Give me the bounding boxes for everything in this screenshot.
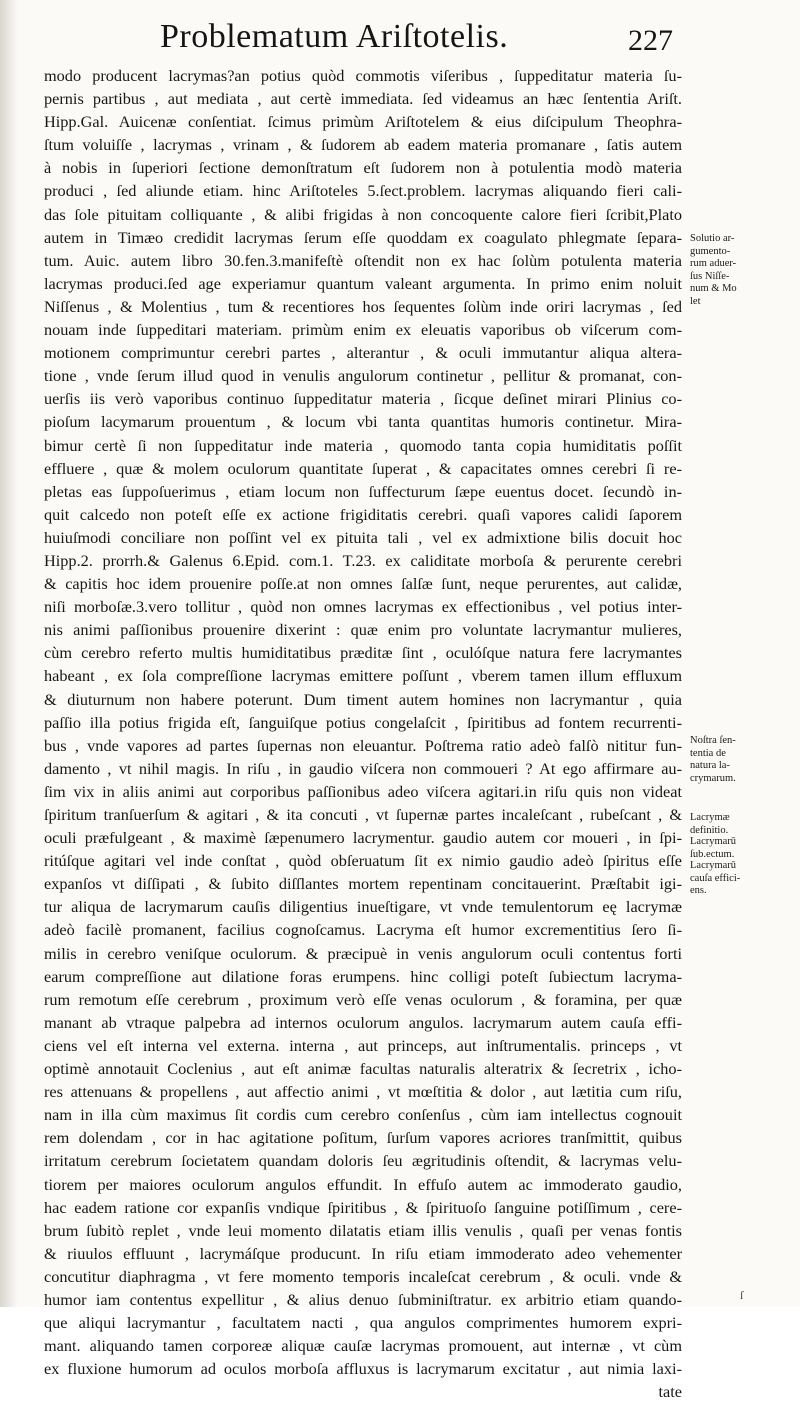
text-line: motionem comprimuntur cerebri partes , alterantur , & oculi immutantur aliqua altera- [44, 343, 682, 363]
text-line: das ſole pituitam colliquante , & alibi frigidas à non concoquente calore fieri ſcribit,Plato [44, 204, 682, 224]
marginal-line: Lacrymarū [690, 836, 737, 847]
marginal-line: natura la- [690, 760, 730, 772]
text-line: nis animi paſſionibus prouenire dixerint : quæ enim pro voluntate lacrymantur mulieres, [44, 620, 682, 640]
marginal-line: ſub.ectum. [690, 848, 735, 860]
text-line: rem dolendam , cor in hac agitatione poſitum, ſurſum vapores acriores tranſmittit, quibus [44, 1128, 682, 1148]
text-line: paſſio illa potius frigida eſt, ſanguiſque potius congelaſcit , ſpiritibus ad fontem recurrenti- [44, 712, 682, 732]
text-line: pletas eas ſuppoſuerimus , etiam locum non ſuffecturum ſæpe euentus docet. ſecundò in- [44, 481, 682, 501]
marginal-line: ſus Niſſe- [690, 270, 730, 282]
marginal-line: Solutio ar- [690, 233, 735, 244]
text-line: tur aliqua de lacrymarum cauſis diligentius inueſtigare, vt vnde temulentorum eę lacrymæ [44, 897, 682, 917]
text-line: brum ſubitò replet , vnde leui momento dilatatis etiam illis venulis , quaſi per venas fontis [44, 1220, 682, 1240]
text-line: concutitur diaphragma , vt fere momento temporis incaleſcat cerebrum , & oculi. vnde & [44, 1266, 682, 1286]
text-line: ſim vix in aliis animi aut corporibus paſſionibus adeo viſcera agitari.in riſu quis non videat [44, 781, 682, 801]
running-title: Problematum Ariſtotelis. [160, 18, 509, 55]
text-line: damento , vt nihil magis. In riſu , in gaudio viſcera non commoueri ? At ego affirmare au- [44, 758, 682, 778]
text-line: ritúſque agitari vel inde conſtat , quòd obſeruatum ſit ex nimio gaudio adeò ſpiritus eſſe [44, 851, 682, 871]
text-line: ciens vel eſt interna vel externa. interna , aut princeps, aut inſtrumentalis. princeps , vt [44, 1035, 682, 1055]
main-text-column [44, 64, 682, 1403]
marginal-note-lacrymarum-subiectum [690, 836, 798, 861]
marginal-line: Lacrymæ [690, 812, 730, 823]
text-line: nouam inde ſuppeditari materiam. primùm enim ex eleuatis vaporibus ob viſcerum com- [44, 320, 682, 340]
text-line: pernis partibus , aut mediata , aut certè immediata. ſed videamus an hæc ſententia Ariſt. [44, 89, 682, 109]
text-line: à nobis in ſuperiori ſectione demonſtratum eſt ſudorem non à potulentia modò materia [44, 158, 682, 178]
text-line: bus , vnde vapores ad partes ſupernas non eleuantur. Poſtrema ratio adeò falſò nititur fun- [44, 735, 682, 755]
marginal-line: tentia de [690, 747, 726, 759]
text-line: autem in Timæo credidit lacrymas ſerum eſſe quoddam ex coagulato phlegmate ſepara- [44, 227, 682, 247]
text-line: humor iam contentus expellitur , & alius denuo ſubminiſtratur. ex arbitrio etiam quando- [44, 1289, 682, 1309]
text-line: & capitis hoc idem prouenire poſſe.at non omnes ſalſæ ſunt, neque perurentes, aut calidæ, [44, 574, 682, 594]
gutter-shadow [0, 0, 18, 1307]
text-line: tione , vnde ſerum illud quod in venulis angulorum continetur , pellitur & promanat, con- [44, 366, 682, 386]
text-line: earum compreſſione aut dilatione foras erumpens. hinc colligi poteſt ſubiectum lacryma- [44, 966, 682, 986]
text-line: Niſſenus , & Molentius , tum & recentiores hos ſequentes ſolùm inde oriri lacrymas , ſed [44, 296, 682, 316]
text-line: que aliqui lacrymantur , facultatem nacti , qua angulos comprimentes humorem expri- [44, 1313, 682, 1333]
marginal-note-lacrymae-definitio [690, 812, 798, 837]
text-line: habeant , ex ſola compreſſione lacrymas emittere poſſunt , vberem tamen illum effluxum [44, 666, 682, 686]
marginal-note-lacrymarum-causa [690, 860, 798, 898]
marginal-line: let [690, 295, 701, 307]
text-line: oculi præfulgeant , & maximè ſæpenumero lacrymentur. gaudio autem cor moueri , in ſpi- [44, 828, 682, 848]
text-line: huiuſmodi conciliare non poſſint vel ex pituita tali , vel ex admixtione bilis docuit hoc [44, 527, 682, 547]
text-line: & riuulos effluunt , lacrymáſque producunt. In riſu etiam immoderato adeo vehementer [44, 1243, 682, 1263]
text-line: Hipp.2. prorrh.& Galenus 6.Epid. com.1. T.23. ex caliditate morboſa & perurente cerebri [44, 550, 682, 570]
text-line: effluere , quæ & molem oculorum quantitate ſuperat , & capacitates omnes cerebri ſi re- [44, 458, 682, 478]
marginal-line: crymarum. [690, 772, 736, 784]
text-line: tum. Auic. autem libro 30.fen.3.manifeſtè oſtendit non ex hac ſolùm potulenta materia [44, 250, 682, 270]
text-line: produci , ſed aliunde etiam. hinc Ariſtoteles 5.ſect.problem. lacrymas aliquando fieri cali- [44, 181, 682, 201]
page-header [0, 14, 800, 62]
text-line: Hipp.Gal. Auicenæ conſentiat. ſcimus primùm Ariſtotelem & eius diſcipulum Theophra- [44, 112, 682, 132]
signature-mark: ſ [740, 1288, 744, 1302]
text-line: irritatum cerebrum ſocietatem quandam doloris ſeu ægritudinis oſtendit, & lacrymas velu- [44, 1151, 682, 1171]
text-line: cùm cerebro referto multis humiditatibus præditæ ſint , oculóſque natura fere lacrymantes [44, 643, 682, 663]
marginal-line: ens. [690, 885, 707, 897]
marginal-note-solutio [690, 233, 798, 309]
marginal-line: Lacrymarū [690, 860, 737, 871]
page-number: 227 [628, 24, 673, 57]
text-line: modo producent lacrymas?an potius quòd commotis viſeribus , ſuppeditatur materia ſu- [44, 66, 682, 85]
text-line: pioſum lacymarum prouentum , & locum vbi tanta quantitas humoris continetur. Mira- [44, 412, 682, 432]
text-line: optimè annotauit Coclenius , aut eſt animæ facultas naturalis alteratrix & ſecretrix , icho- [44, 1059, 682, 1079]
marginal-line: num & Mo [690, 283, 737, 295]
text-line: adeò facilè promanent, facilius cognoſcamus. Lacryma eſt humor excrementitius ſero ſi- [44, 920, 682, 940]
text-line: tiorem per maiores oculorum angulos effundit. In effuſo autem ac immoderato gaudio, [44, 1174, 682, 1194]
marginal-line: rum aduer- [690, 258, 737, 270]
text-line: ſpiritum tranſuerſum & agitari , & ita concuti , vt ſupernæ partes incaleſcant , rubeſcant , & [44, 805, 682, 824]
text-line: uerſis iis verò vaporibus continuo ſuppeditatur materia , ſicque deſinet mirari Plinius co- [44, 389, 682, 409]
marginal-line: definitio. [690, 824, 729, 836]
text-line: milis in cerebro veniſque oculorum. & præcipuè in venis angulorum oculi contentus forti [44, 943, 682, 963]
text-line: rum remotum eſſe cerebrum , proximum verò eſſe venas oculorum , & foramina, per quæ [44, 989, 682, 1009]
marginal-line: cauſa effici- [690, 872, 741, 884]
text-line: expanſos vt diſſipati , & ſubito diſſlantes mortem repentinam concitauerint. Præſtabit igi- [44, 874, 682, 894]
text-line: res attenuans & propellens , aut affectio animi , vt mœſtitia & dolor , aut lætitia cum riſu, [44, 1082, 682, 1102]
text-line: lacrymas produci.ſed age experiamur quantum valeant argumenta. In primo enim noluit [44, 273, 682, 293]
text-line: hac eadem ratione cor expanſis vndique ſpiritibus , & ſpirituoſo ſanguine potiſſimum , cere- [44, 1197, 682, 1217]
text-line: ſtum voluiſſe , lacrymas , vrinam , & ſudorem ab eadem materia promanare , ſatis autem [44, 135, 682, 155]
text-line: ex fluxione humorum ad oculos morboſa affluxus is lacrymarum excitatur , aut nimia laxi- [44, 1359, 682, 1379]
text-line: quit calcedo non poteſt eſſe ex actione frigiditatis cerebri. quaſi vapores calidi ſaporem [44, 504, 682, 524]
marginal-line: gumento- [690, 245, 731, 257]
text-line: niſi morboſæ.3.vero tollitur , quòd non omnes lacrymas ex effectionibus , vel potius inter- [44, 597, 682, 617]
text-line: nam in illa cùm maximus ſit cordis cum cerebro conſenſus , cùm iam intellectus cognouit [44, 1105, 682, 1125]
marginal-line: Noſtra ſen- [690, 735, 736, 746]
text-line: tate [658, 1382, 682, 1402]
text-line: & diuturnum non habere poterunt. Dum timent autem homines non lacrymantur , quia [44, 689, 682, 709]
text-line: mant. aliquando tamen corporeæ aliquæ cauſæ lacrymas promouent, aut internæ , vt cùm [44, 1336, 682, 1356]
marginal-note-nostra-sententia [690, 735, 798, 785]
text-line: bimur certè ſi non ſuppeditatur inde materia , quomodo tanta copia humiditatis poſſit [44, 435, 682, 455]
text-line: manant ab vtraque palpebra ad internos oculorum angulos. lacrymarum autem cauſa effi- [44, 1012, 682, 1032]
